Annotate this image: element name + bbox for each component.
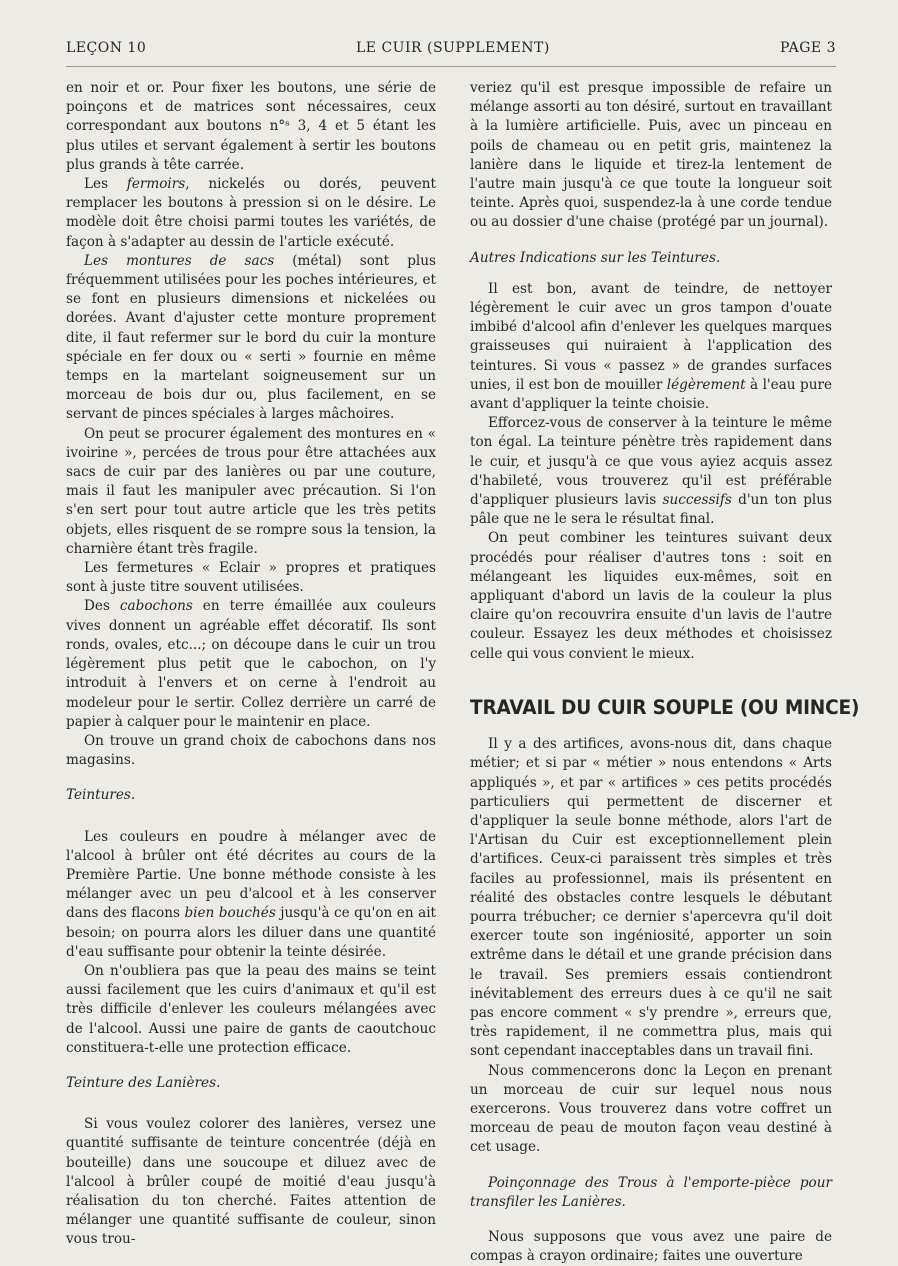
paragraph: On peut se procurer également des montures en « ivoirine », percées de trous pour être attachées aux sacs de cuir par des lanières ou par une couture, mais il faut les manipuler avec précaution. Si l'on s'en sert pour tout autre article que les très petits objets, elles risquent de se rompre sous la tension, la charnière étant très fragile. xyxy=(66,425,436,557)
lesson-number: LEÇON 10 xyxy=(66,40,147,56)
paragraph: veriez qu'il est presque impossible de refaire un mélange assorti au ton désiré, surtout en travaillant à la lumière artificielle. Puis, avec un pinceau en poils de chameau ou en petit gris, maintenez la lanière dans le liquide et tirez-la lentement de l'autre main jusqu'à ce que toute la longueur soit teinte. Après quoi, suspendez-la à une corde tendue ou au dossier d'une chaise (protégé par un journal). xyxy=(470,80,832,231)
section-heading: Poinçonnage des Trous à l'emporte-pièce pour transfiler les Lanières. xyxy=(470,1174,832,1210)
paragraph: Efforcez-vous de conserver à la teinture le même ton égal. La teinture pénètre très rapidement dans le cuir, et jusqu'à ce que vous ayiez acquis assez d'habileté, vous trouverez qu'il est préférable d'appliquer plusieurs lavis successifs d'un ton plus pâle que ne le sera le résultat final. xyxy=(470,415,832,528)
left-column xyxy=(66,79,436,1250)
paragraph: Il est bon, avant de teindre, de nettoyer légèrement le cuir avec un gros tampon d'ouate imbibé d'alcool afin d'enlever les quelques marques graisseuses qui nuiraient à l'application des teintures. Si vous « passez » de grandes surfaces unies, il est bon de mouiller légèrement à l'eau pure avant d'appliquer la teinte choisie. xyxy=(470,280,832,413)
paragraph: Des cabochons en terre émaillée aux couleurs vives donnent un agréable effet décoratif. Ils sont ronds, ovales, etc...; on découpe dans le cuir un trou légèrement plus petit que le cabochon, on l'y introduit à l'envers et on cerne à l'endroit au modeleur pour le sertir. Collez derrière un carré de papier à calquer pour le maintenir en place. xyxy=(66,598,436,730)
page-header xyxy=(66,40,836,60)
section-heading: Teinture des Lanières. xyxy=(66,1074,221,1091)
paragraph: Les fermetures « Eclair » propres et pratiques sont à juste titre souvent utilisées. xyxy=(66,560,436,596)
right-column xyxy=(470,79,860,1266)
section-heading: Teintures. xyxy=(66,787,136,804)
paragraph: Les montures de sacs (métal) sont plus fréquemment utilisées pour les poches intérieures, et se font en plusieurs dimensions et nickelées ou dorées. Avant d'ajuster cette monture proprement dite, il faut refermer sur le bord du cuir la monture spéciale en fer doux ou « serti » fournie en même temps en la martelant soigneusement sur un morceau de bois dur ou, plus facilement, en se servant de pinces spéciales à larges mâchoires. xyxy=(66,252,436,423)
page-number: PAGE 3 xyxy=(779,40,836,56)
paragraph: en noir et or. Pour fixer les boutons, une série de poinçons et de matrices sont nécessaires, ceux correspondant aux boutons n°ˢ 3, 4 et 5 étant les plus utiles et servant également à sertir les boutons plus grands à tête carrée. xyxy=(66,80,436,173)
running-title: LE CUIR (SUPPLEMENT) xyxy=(356,40,550,56)
header-rule xyxy=(66,66,836,67)
paragraph: Nous commencerons donc la Leçon en prenant un morceau de cuir sur lequel nous nous exercerons. Vous trouverez dans votre coffret un morceau de peau de mouton façon veau destiné à cet usage. xyxy=(470,1062,832,1156)
section-title: TRAVAIL DU CUIR SOUPLE (OU MINCE) xyxy=(470,695,860,719)
paragraph: Si vous voulez colorer des lanières, versez une quantité suffisante de teinture concentrée (déjà en bouteille) dans une soucoupe et diluez avec de l'alcool à brûler coupé de moitié d'eau jusqu'à réalisation du ton cherché. Faites attention de mélanger une quantité suffisante de couleur, sinon vous trou- xyxy=(66,1116,436,1248)
section-heading: Autres Indications sur les Teintures. xyxy=(470,249,721,266)
paragraph: On trouve un grand choix de cabochons dans nos magasins. xyxy=(66,732,436,769)
paragraph: On n'oubliera pas que la peau des mains se teint aussi facilement que les cuirs d'animaux et qu'il est très difficile d'enlever les couleurs mélangées avec de l'alcool. Aussi une paire de gants de caoutchouc constituera-t-elle une protection efficace. xyxy=(66,962,436,1056)
paragraph: On peut combiner les teintures suivant deux procédés pour réaliser d'autres tons : soit en mélangeant les liquides eux-mêmes, soit en appliquant d'abord un lavis de la couleur la plus claire qu'on recouvrira ensuite d'un lavis de l'autre couleur. Essayez les deux méthodes et choisissez celle qui vous convient le mieux. xyxy=(470,530,832,662)
paragraph: Les fermoirs, nickelés ou dorés, peuvent remplacer les boutons à pression si on le désire. Le modèle doit être choisi parmi toutes les variétés, de façon à s'adapter au dessin de l'article exécuté. xyxy=(66,176,436,250)
paragraph: Nous supposons que vous avez une paire de compas à crayon ordinaire; faites une ouverture xyxy=(470,1228,832,1265)
paragraph: Les couleurs en poudre à mélanger avec de l'alcool à brûler ont été décrites au cours de la Première Partie. Une bonne méthode consiste à les mélanger avec un peu d'alcool et à les conserver dans des flacons bien bouchés jusqu'à ce qu'on en ait besoin; on pourra alors les diluer dans une quantité d'eau suffisante pour obtenir la teinte désirée. xyxy=(66,828,437,960)
paragraph: Il y a des artifices, avons-nous dit, dans chaque métier; et si par « métier » nous entendons « Arts appliqués », et par « artifices » ces petits procédés particuliers qui permettent de discerner et d'appliquer la seule bonne méthode, alors l'art de l'Artisan du Cuir est exceptionnellement plein d'artifices. Ceux-ci paraissent très simples et très faciles au professionnel, mais ils présentent en réalité des obstacles contre lesquels le débutant pourra trébucher; ce dernier s'apercevra qu'il doit exercer toute son ingéniosité, apporter un soin extrême dans le détail et une grande précision dans le travail. Ses premiers essais contiendront inévitablement des erreurs dues à ce qu'il ne sait pas encore comment « s'y prendre », erreurs que, très rapidement, il ne commettra plus, mais qui sont cependant inacceptables dans un travail fini. xyxy=(470,736,832,1060)
